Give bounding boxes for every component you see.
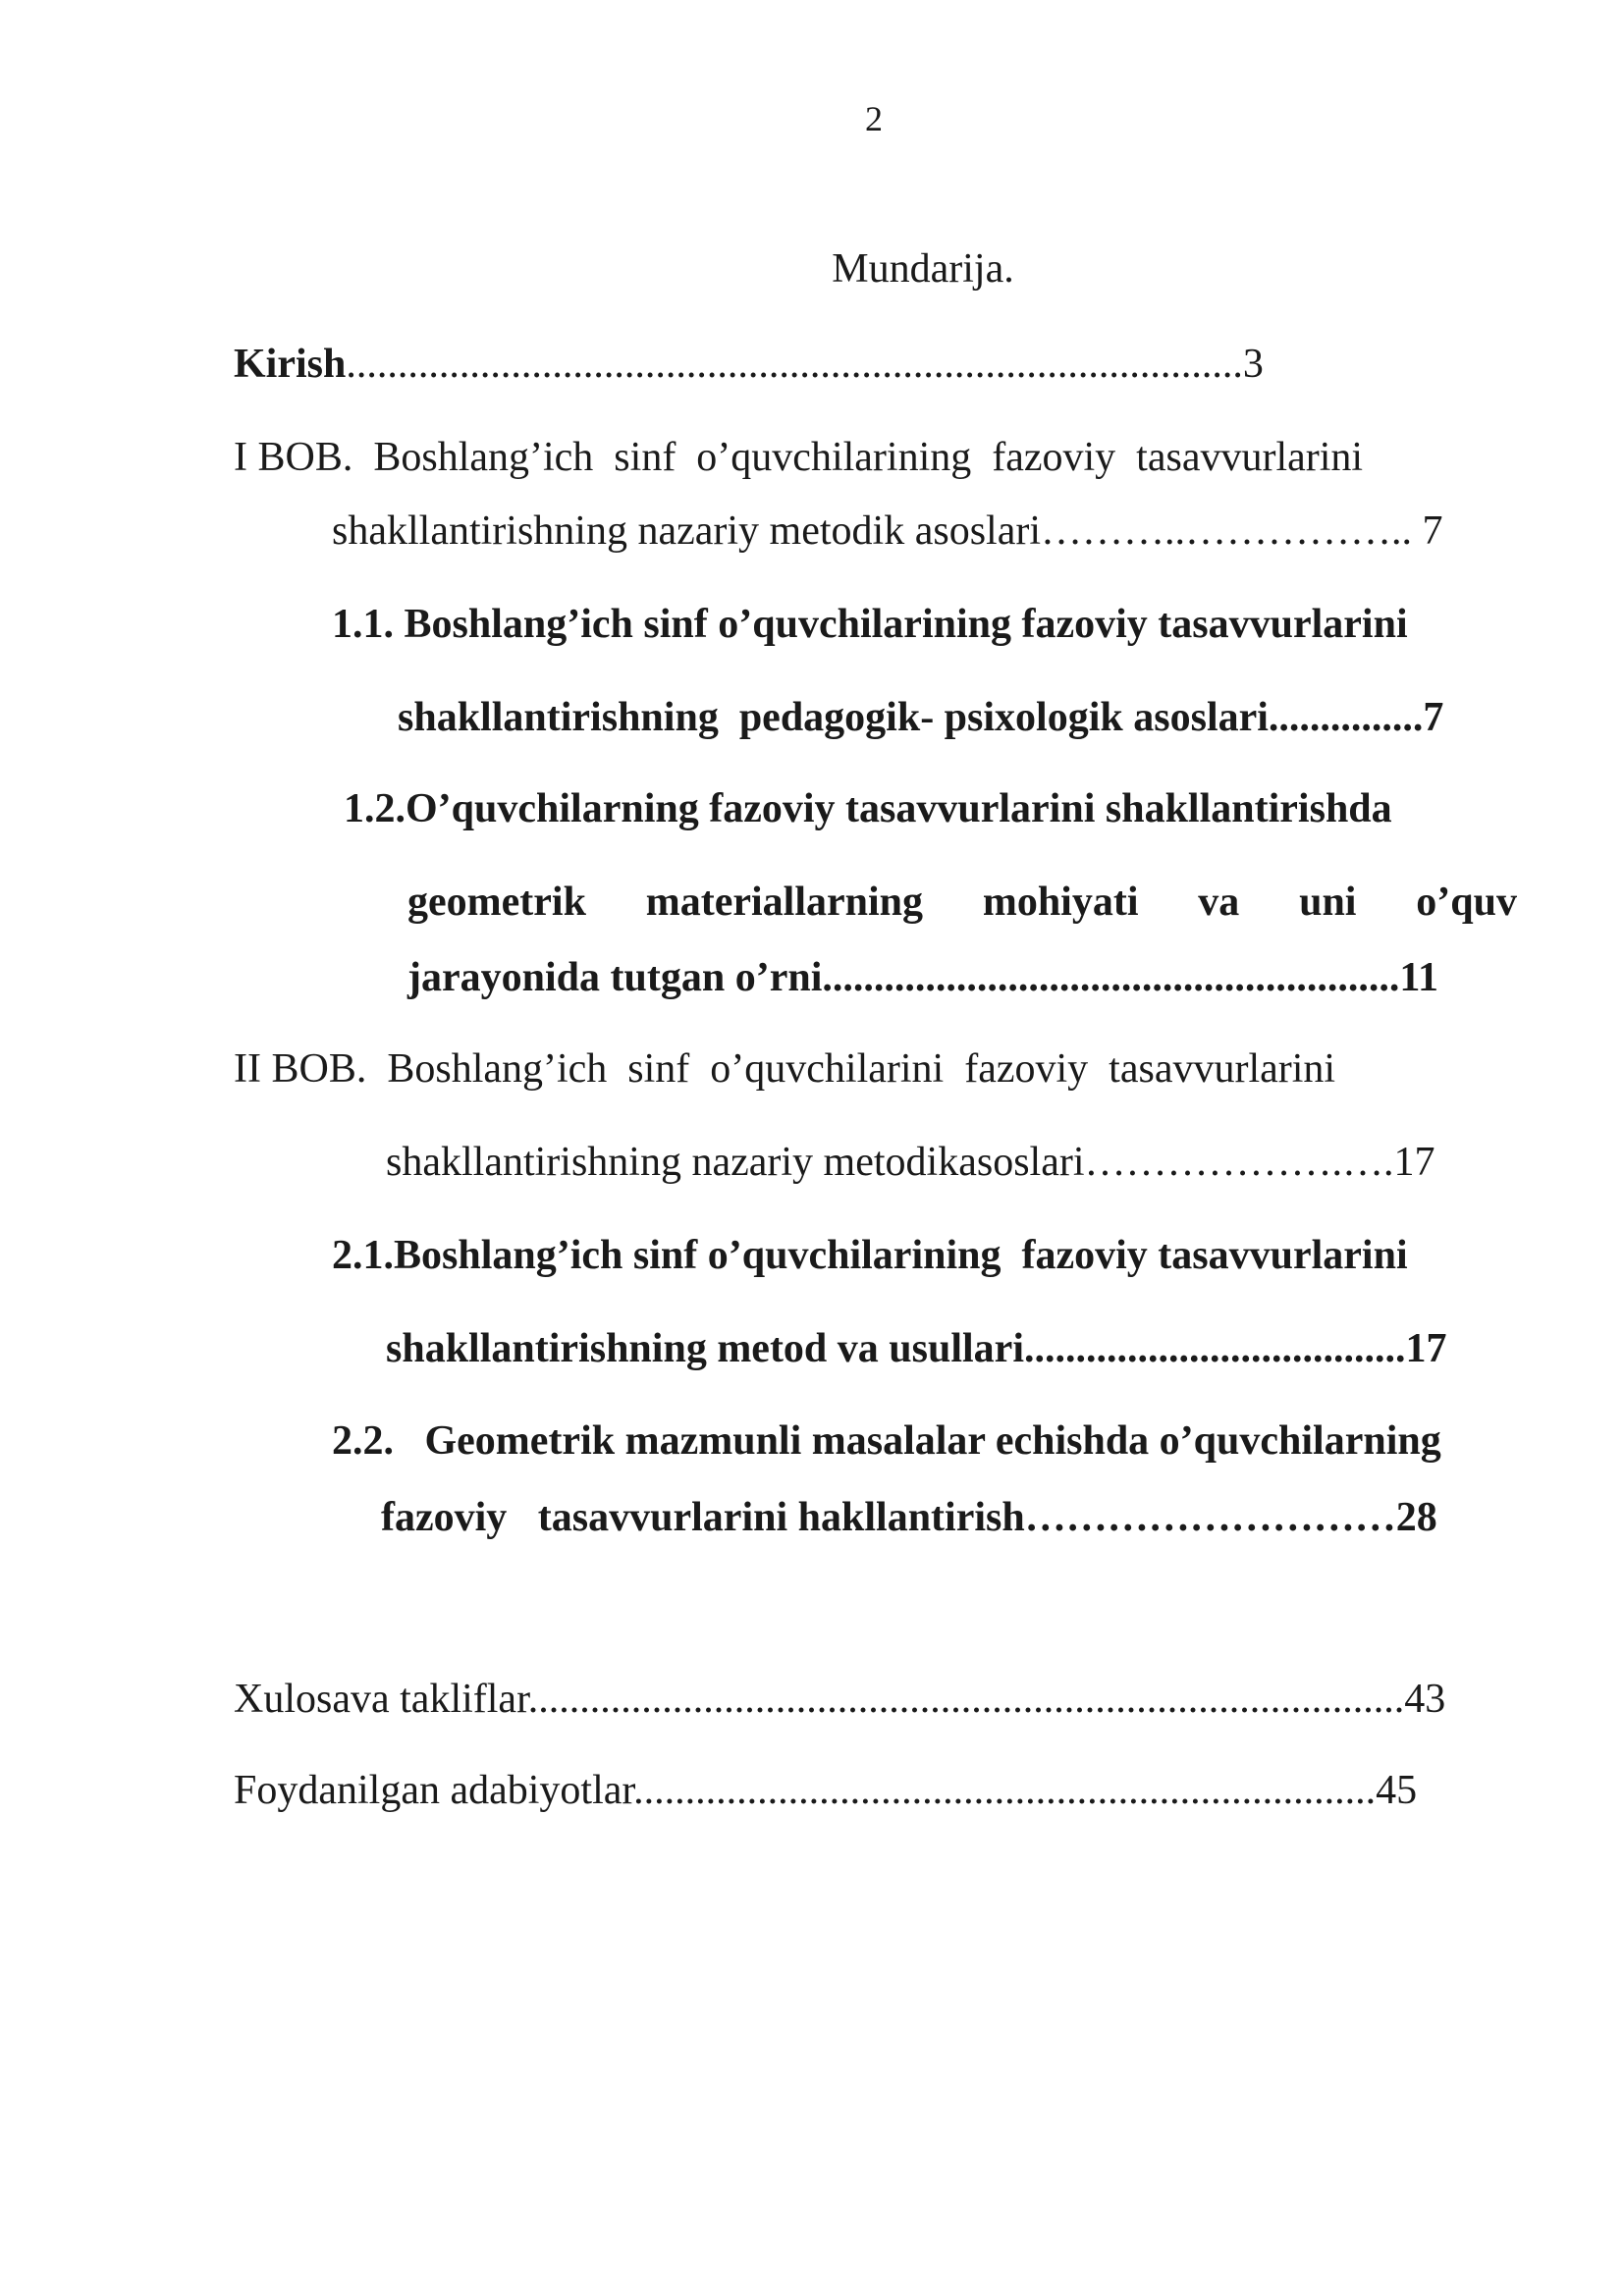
toc-s12-word: uni (1299, 880, 1357, 925)
toc-s12-word: materiallarning (645, 880, 924, 925)
toc-s12-line2 (407, 881, 1517, 923)
toc-s12-line3: jarayonida tutgan o’rni........................................................11 (407, 955, 1439, 1000)
toc-xulosa: Xulosava takliflar.....................................................................................43 (234, 1677, 1446, 1722)
toc-s12-line1: 1.2.O’quvchilarning fazoviy tasavvurlarini shakllantirishda (344, 786, 1392, 831)
toc-bob1-line2: shakllantirishning nazariy metodik asoslari………..…………….. 7 (332, 508, 1443, 554)
toc-bob2-line1: II BOB. Boshlang’ich sinf o’quvchilarini fazoviy tasavvurlarini (234, 1046, 1336, 1092)
toc-s22-line2: fazoviy tasavvurlarini hakllantirish………………………28 (381, 1495, 1437, 1540)
toc-s12-word: o’quv (1416, 880, 1517, 925)
toc-adabiyot: Foydanilgan adabiyotlar........................................................................45 (234, 1768, 1418, 1813)
toc-kirish-leader: .......................................................................................3 (346, 342, 1264, 387)
toc-bob1-line1: I BOB. Boshlang’ich sinf o’quvchilarining fazoviy tasavvurlarini (234, 435, 1364, 480)
toc-s11-line2: shakllantirishning pedagogik- psixologik asoslari...............7 (398, 695, 1444, 740)
toc-s11-line1: 1.1. Boshlang’ich sinf o’quvchilarining fazoviy tasavvurlarini (332, 602, 1408, 647)
page-number: 2 (865, 99, 883, 138)
page-title: Mundarija. (832, 246, 1014, 292)
toc-bob2-line2: shakllantirishning nazariy metodikasoslari……………….….17 (386, 1140, 1435, 1185)
toc-kirish-label: Kirish (234, 342, 347, 387)
toc-s21-line1: 2.1.Boshlang’ich sinf o’quvchilarining fazoviy tasavvurlarini (332, 1233, 1408, 1278)
toc-s12-word: mohiyati (982, 880, 1139, 925)
toc-s22-line1: 2.2. Geometrik mazmunli masalalar echishda o’quvchilarning (332, 1418, 1441, 1464)
toc-s12-word: geometrik (407, 880, 586, 925)
toc-s21-line2: shakllantirishning metod va usullari.....................................17 (386, 1326, 1447, 1371)
toc-entry-kirish (234, 344, 1264, 385)
toc-s12-word: va (1198, 880, 1240, 925)
